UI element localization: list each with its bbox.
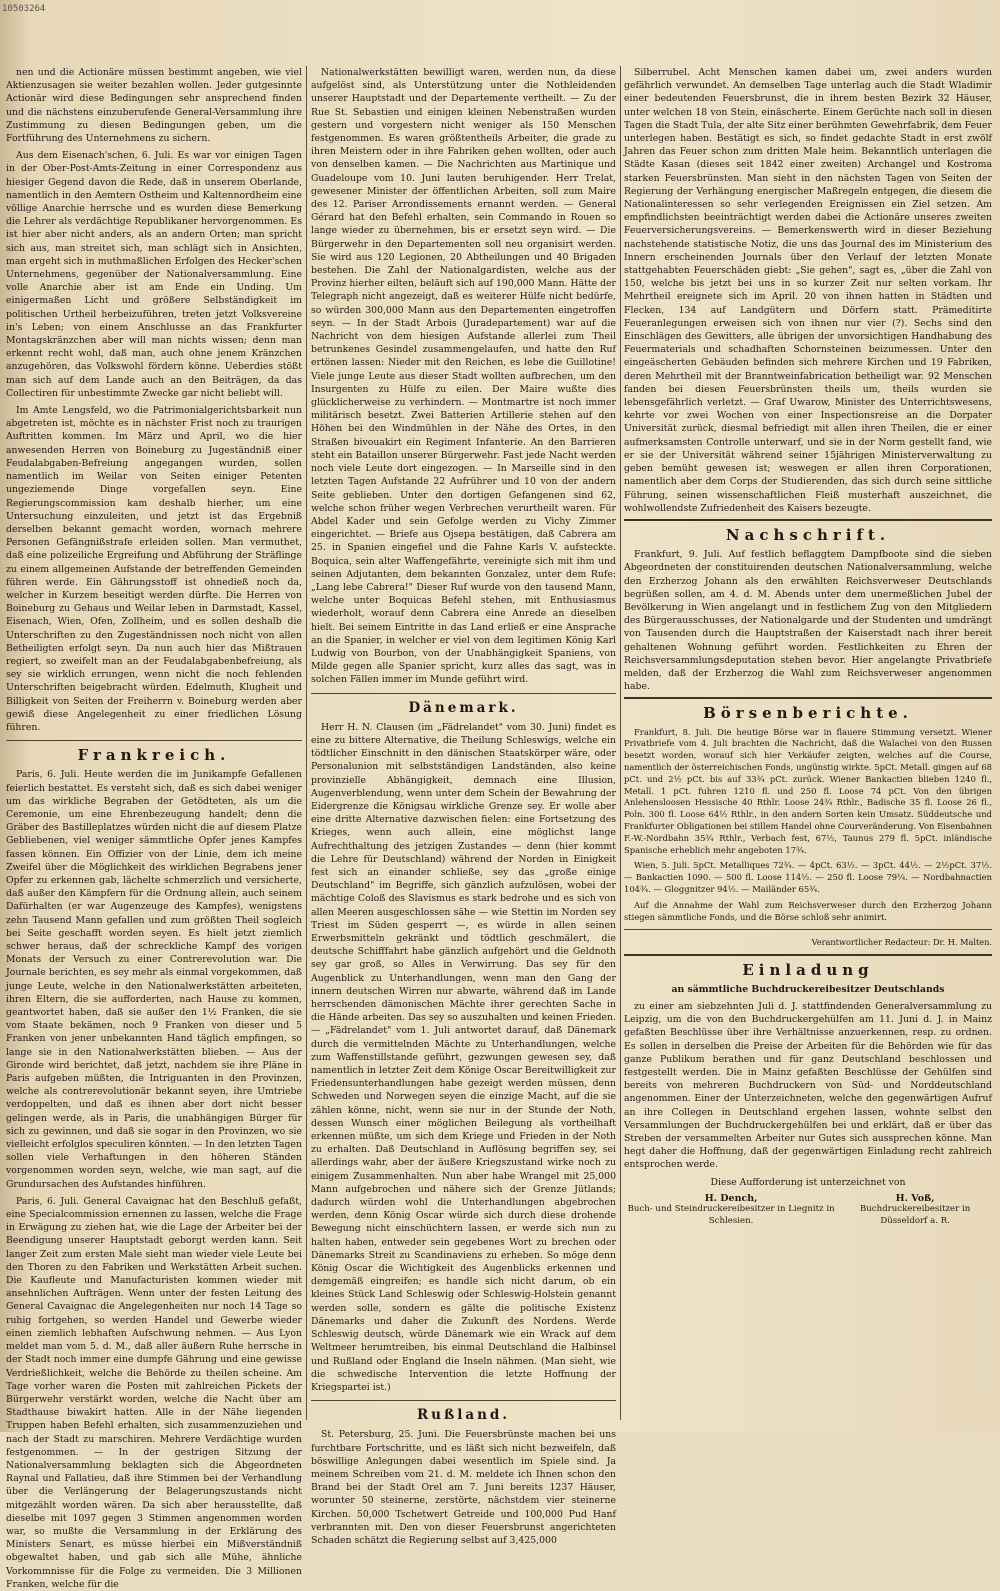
market-wien: Wien, 5. Juli. 5pCt. Metalliques 72¾. — 4pCt. 63½. — 3pCt. 44½. — 2½pCt. 37½. — Bankactien 1090. — 500 fl. Loose 114½. — 250 fl. Loose 79¼. — Nordbahnactien 104¾. — Gloggnitzer 94½. — Mailänder 65¾.: [624, 860, 992, 894]
signatures: [624, 1193, 992, 1228]
article-paris-2: Paris, 6. Juli. General Cavaignac hat den Beschluß gefaßt, eine Specialcommission ernennen zu lassen, welche die Frage in Erwägung zu ziehen hat, wie die Lage der Arbeiter bei der Beendigung unserer Hauptstadt geborgt werden kann. Seit langer Zeit zum ersten Male sieht man wieder viele Leute bei den Thoren zu den Fabriken und Werkstätten Arbeit suchen. Die Kaufleute und Manufacturisten kommen wieder mit ansehnlichen Aufträgen. Wenn unter der festen Leitung des General Cavaignac die Angelegenheiten nur noch 14 Tage so ruhig fortgehen, so werden Handel und Gewerbe wieder einen ziemlich lebhaften Aufschwung nehmen. — Aus Lyon meldet man vom 5. d. M., daß aller äußern Ruhe herrsche in der Stadt noch immer eine dumpfe Gährung und eine gewisse Verdrießlichkeit, welche die Behörde zu theilen scheine. Am Tage vorher waren die Posten mit zahlreichen Pickets der Bürgerwehr verstärkt worden, welche die Nacht über am Stadthause biwakirt hatten. Alle in der Nähe liegenden Truppen haben Befehl erhalten, sich zusammenzuziehen und nach der Stadt zu marschiren. Mehrere Verdächtige wurden festgenommen. — In der gestrigen Sitzung der Nationalversammlung beklagten sich die Abgeordneten Raynal und Fallatieu, daß ihre Stimmen bei der Verhandlung über die Verlängerung der Belagerungszustands nicht mitgezählt worden wären. Da sich aber herausstellte, daß dieselbe mit 1097 gegen 3 Stimmen angenommen worden war, so mußte die Versammlung in der Erklärung des Ministers Senart, es müsse hierbei ein Mißverständniß obgewaltet haben, und gab sich alle Mühe, ähnliche Vorkommnisse für die Folge zu vermeiden. Die 3 Millionen Franken, welche für die: [6, 1195, 302, 1590]
market-frankfurt: Frankfurt, 8. Juli. Die heutige Börse war in flauere Stimmung versetzt. Wiener Privatbriefe vom 4. Juli brachten die Nachricht, daß die Walachei von den Russen besetzt worden, worauf sich hier Verkäufer zeigten, welches auf die Course, namentlich der österreichischen Fonds, ungünstig wirkte. 5pCt. Metall. gingen auf 68 pCt. und 2½ pCt. bis auf 33¾ pCt. zurück. Wiener Bankactien blieben 1240 fl., Metall. 1 pCt. fuhren 1210 fl. und 250 fl. Loose 74 pCt. Von den übrigen Anlehensloosen Hessische 40 Rthlr. Loose 24¾ Rthlr., Badische 35 fl. Loose 26 fl., Poln. 300 fl. Loose 64½ Rthlr., in den andern Sorten kein Umsatz. Süddeutsche und Frankfurter Obligationen bei stillem Handel ohne Courveränderung. Von Eisenbahnen F.-W.-Nordbahn 35¾ Rthlr., Verbach fest, 67½, Taunus 279 fl. 5pCt. inländische Spanische erheblich mehr angeboten 17¾.: [624, 726, 992, 855]
column-rule: [620, 66, 621, 1420]
section-heading-daenemark: Dänemark.: [408, 699, 519, 716]
section-heading-nachschrift: Nachschrift.: [725, 525, 891, 544]
divider: [624, 697, 992, 699]
article-text: Silberrubel. Acht Menschen kamen dabei um, zwei anders wurden gefährlich verwundet. An demselben Tage unterlag auch die Stadt Wladimir einer bedeutenden Feuersbrunst, die in ihrem besten Bezirk 32 Häuser, unter welchen 18 von Stein, einäscherte. Einem Gerüchte nach soll in diesen Tagen die Stadt Tula, der alte Sitz einer berühmten Gewehrfabrik, dem Feuer unterlegen haben. Bestätigt es sich, so findet gedachte Stadt in erst zwölf Jahren das Feuer schon zum dritten Male heim. Bekanntlich unterlagen die Städte Kasan (dieses seit 1842 einer zweiten) Archangel und Kostroma starken Feuersbrünsten. Man sieht in den nächsten Tagen von Seiten der Regierung der Verhängung energischer Maßregeln entgegen, die diesem die Nationalinteressen so sehr verlegenden Ereignissen ein Ziel setzen. Am empfindlichsten beeinträchtigt werden dabei die Actionäre unseres zweiten Feuerversicherungsvereins. — Bemerkenswerth wird in dieser Beziehung nachstehende statistische Notiz, die uns das Journal des im Ministerium des Innern erscheinenden Journals über den Verlauf der letzten Monate stattgehabten Feuerschäden giebt: „Sie gehen", sagt es, „über die Zahl von 150, welche bis jetzt bei uns in so kurzer Zeit nur selten vorkam. Ihr Mehrtheil ereignete sich im April. 20 von ihnen hatten in Städten und Flecken, 134 auf Landgütern und Dörfern statt. Prämeditirte Feueranlegungen erweisen sich von ihnen nur vier (?). Sechs sind den Einschlägen des Gewitters, alle übrigen der unvorsichtigen Handhabung des Feuermaterials und schadhaften Schornsteinen beizumessen. Unter den eingeäscherten Gebäuden befinden sich mehrere Kirchen und 19 Fabriken, deren Mehrtheil mit der Branntweinfabrication betheiligt war. 92 Menschen fanden bei diesen Feuersbrünsten theils um, theils wurden sie lebensgefährlich verletzt. — Graf Uwarow, Minister des Unterrichtswesens, kehrte vor zwei Wochen von einer Inspectionsreise an die Dorpater Universität zurück, diesmal befriedigt mit allen ihren Theilen, die er einer aufmerksamsten Controlle unterwarf, und sie in der Norm gestellt fand, wie er sie der Universität während seiner 15jährigen Ministerverwaltung zu geben bemüht gewesen ist; weswegen er allen ihren Corporationen, namentlich aber dem Corps der Studierenden, das sich durch seine sittliche Führung, seinen wissenschaftlichen Fleiß musterhaft auszeichnet, die wohlwollendste Zufriedenheit des Kaisers bezeugte.: [624, 67, 992, 514]
signatory-role: Buch- und Steindruckereibesitzer in Liegnitz in Schlesien.: [627, 1204, 835, 1226]
editor-line: Verantwortlicher Redacteur: Dr. H. Malten.: [811, 937, 992, 948]
signature-dench: [624, 1193, 838, 1228]
column-rule: [306, 66, 307, 1420]
section-heading-russland: Rußland.: [416, 1407, 511, 1424]
article-text: nen und die Actionäre müssen bestimmt angeben, wie viel Aktienzusagen sie weiter bezahlen wollen. Jeder gutgesinnte Actionär wird diese Bedingungen sehr ansprechend finden und die nächstens einzuberufende General-Versammlung ihre Zustimmung zu diesen Bedingungen geben, um die Fortführung des Unternehmens zu sichern.: [6, 67, 302, 145]
signatory-role: Buchdruckereibesitzer in Düsseldorf a. R.: [859, 1204, 971, 1226]
section-heading-boersenberichte: Börsenberichte.: [703, 704, 913, 723]
divider: [311, 1400, 616, 1401]
divider: [6, 740, 302, 741]
section-heading-einladung: Einladung: [742, 960, 874, 979]
column-2: [311, 66, 616, 1546]
section-heading-frankreich: Frankreich.: [77, 746, 231, 765]
article-frankfurt: Frankfurt, 9. Juli. Auf festlich beflaggtem Dampfboote sind die sieben Abgeordneten der constituirenden deutschen Nationalversammlung, welche den Erzherzog Johann als den erwählten Reichsverweser Deutschlands begrüßen sollen, am 4. d. M. Abends unter dem unermeßlichen Jubel der Bevölkerung in Wien angelangt und in festlichem Zug von den Mitgliedern des Bürgerausschusses, der Nationalgarde und der Studenten und umdrängt von Tausenden durch die Hauptstraßen der Kaiserstadt nach ihrer bereit gehaltenen Wohnung geführt worden. Festlichkeiten zu Ehren der Reichsversammlungsdeputation stehen bevor. Hier angelangte Privatbriefe melden, daß der Erzherzog die Wahl zum Reichsverweser angenommen habe.: [624, 549, 992, 693]
signatory-name: H. Dench,: [704, 1192, 758, 1204]
invitation-subhead: an sämmtliche Buchdruckereibesitzer Deutschlands: [671, 983, 945, 995]
column-3: [624, 66, 992, 1422]
invitation-text: zu einer am siebzehnten Juli d. J. stattfindenden Generalversammlung zu Leipzig, um die von den Buchdruckergehülfen am 11. Juni d. J. in Mainz gefaßten Beschlüsse über ihre Verhältnisse anzuerkennen, resp. zu ordnen. Es sollen in derselben die Preise der Arbeiten für die Behörden wie für das ganze Publikum berathen und für ganz Deutschland beschlossen und festgestellt werden. Die in Mainz gefaßten Beschlüsse der Gehülfen sind bereits von mehreren Buchdruckern von Süd- und Norddeutschland angenommen. Einer der Unterzeichneten, welche den gegenwärtigen Aufruf an ihre Collegen in Deutschland ergehen lassen, wohnte selbst den Versammlungen der Buchdruckergehülfen bei und erklärt, daß er über das Streben der versammelten Arbeiter nur Gutes sich aussprechen könne. Man hegt daher die Hoffnung, daß der gegenwärtigen Einladung recht zahlreich entsprochen werde.: [624, 1000, 992, 1171]
article-text: Im Amte Lengsfeld, wo die Patrimonialgerichtsbarkeit nun abgetreten ist, möchte es in nächster Frist noch zu traurigen Auftritten kommen. Im März und April, wo die hier anwesenden Herren von Boineburg zu Jugeständniß einer Feudalabgaben-Befreiung angegangen wurden, sollen namentlich im Weilar von Seiten einiger Petenten ungeziemende Dinge vorgefallen seyn. Eine Regierungscommission kam deshalb hierher, um eine Untersuchung einzuleiten, und jetzt ist das Ergebniß derselben bekannt gemacht worden, wornach mehrere Personen Gefängnißstrafe erleiden sollen. Man vermuthet, daß eine polizeiliche Ergreifung und Abführung der Sträflinge zu einem allgemeinen Aufstande der betreffenden Gemeinden führen werde. Ein Gährungsstoff ist ohnedieß noch da, welcher in Kurzem beseitigt werden dürfte. Die Herren von Boineburg zu Gehaus und Weilar leben in Darmstadt, Kassel, Eisenach, Wien, Ofen, Zollheim, und es sollen deshalb die Unterschriften zu den Zugeständnissen noch nicht von allen Betheiligten erfolgt seyn. Da nun auch hier das Mißtrauen regiert, so zweifelt man an der Feudalabgabenbefreiung, als sey sie wirklich errungen, wenn nicht die noch fehlenden Unterschriften beigebracht würden. Edelmuth, Klugheit und Billigkeit von Seiten der Freiherrn v. Boineburg werden aber gewiß diese Angelegenheit zu einer friedlichen Lösung führen.: [6, 405, 302, 733]
divider: [624, 929, 992, 930]
article-text: Nationalwerkstätten bewilligt waren, werden nun, da diese aufgelöst sind, als Unterstützung unter die Nothleidenden unserer Hauptstadt und der Departemente vertheilt. — Zu der Rue St. Sebastien und einigen kleinen Nebenstraßen wurden gestern und vorgestern nicht weniger als 150 Menschen festgenommen. Es waren größtentheils Arbeiter, die grade zu ihren Meistern oder in ihre Fabriken gehen wollten, oder auch von denselben kamen. — Die Nachrichten aus Martinique und Guadeloupe vom 10. Juni lauten beruhigender. Herr Trelat, gewesener Minister der öffentlichen Arbeiten, soll zum Maire des 12. Pariser Arrondissements ernannt werden. — General Gérard hat den Befehl erhalten, sein Commando in Rouen so lange wieder zu übernehmen, bis er ersetzt seyn wird. — Die Bürgerwehr in den Departementen soll neu organisirt werden. Sie wird aus 120 Legionen, 20 Abtheilungen und 40 Brigaden bestehen. Die Zahl der Nationalgardisten, welche aus der Provinz hierher eilten, beläuft sich auf 190,000 Mann. Hätte der Telegraph nicht angezeigt, daß es weiterer Hülfe nicht bedürfe, so würden 300,000 Mann aus den Departementen eingetroffen seyn. — In der Stadt Arbois (Juradepartement) war auf die Nachricht von dem hiesigen Aufstande allerlei zum Theil betrunkenes Gesindel zusammengelaufen, und hatte den Ruf ertönen lassen: Nieder mit den Reichen, es lebe die Guillotine! Viele junge Leute aus dieser Stadt wollten aufbrechen, um den Insurgenten zu Hülfe zu eilen. Der Maire wußte dies glücklicherweise zu verhindern. — Montmartre ist noch immer militärisch besetzt. Zwei Batterien Artillerie stehen auf den Höhen bei den Windmühlen in der Nähe des Ortes, in den Straßen bivouakirt ein Regiment Infanterie. An den Barrieren steht ein Bataillon unserer Bürgerwehr. Fast jede Nacht werden noch viele Leute dort eingezogen. — In Marseille sind in den letzten Tagen Aufstande 22 Aufrührer und 10 von der andern Seite geblieben. Unter den dortigen Gefangenen sind 62, welche schon früher wegen Verbrechen verurtheilt waren. Für Abdel Kader und sein Gefolge werden zu Vichy Zimmer eingerichtet. — Briefe aus Ojsepa bestätigen, daß Cabrera am 25. in Spanien eingefiel und die Fahne Karls V. aufsteckte. Boquica, sein alter Waffengefährte, vereinigte sich mit ihm und seinen Adjutanten, dem bekannten Gonzalez, unter dem Rufe: „Lang lebe Cabrera!" Dieser Ruf wurde von den tausend Mann, welche unter Boquicas Befehl stehen, mit Enthusiasmus wiederholt, worauf denn Cabrera eine Anrede an dieselben hielt. Bei seinem Eintritte in das Land erließ er eine Ansprache an die Spanier, in welcher er viel von dem legitimen König Karl Ludwig von Bourbon, von der Unabhängigkeit Spaniens, von Milde gegen alle Spanier spricht, kurz alles das sagt, was in solchen Fällen immer im Munde geführt wird.: [311, 67, 616, 686]
signature-voss: [838, 1193, 992, 1228]
signatory-name: H. Voß,: [895, 1192, 935, 1204]
divider: [624, 519, 992, 521]
invitation-signed: Diese Aufforderung ist unterzeichnet von: [710, 1176, 906, 1188]
divider: [624, 954, 992, 956]
column-1: [6, 66, 302, 1590]
divider: [311, 693, 616, 694]
article-petersburg: St. Petersburg, 25. Juni. Die Feuersbrünste machen bei uns furchtbare Fortschritte, und es läßt sich nicht bezweifeln, daß böswillige Anlegungen dabei wesentlich im Spiele sind. Ja meinem Schreiben vom 21. d. M. meldete ich Ihnen schon den Brand bei der Stadt Orel am 7. Juni bereits 1237 Häuser, worunter 50 steinerne, zerstörte, nächstdem vier steinerne Kirchen. 50,000 Tschetwert Getreide und 100,000 Pud Hanf verbrannten mit. Den von dieser Feuersbrunst angerichteten Schaden schätzt die Regierung selbst auf 3,425,000: [311, 1429, 616, 1546]
page-id: 10503264: [2, 4, 46, 14]
article-eisenach: Aus dem Eisenach'schen, 6. Juli. Es war vor einigen Tagen in der Ober-Post-Amts-Zeitung in einer Correspondenz aus hiesiger Gegend davon die Rede, daß in unserem Oberlande, namentlich in den Aemtern Ostheim und Kaltennordheim eine völlige Anarchie herrsche und es wurden diese Bemerkung die Lehrer als verdächtige Republikaner hervorgenommen. Es ist hier aber nicht anders, als an andern Orten; man spricht sich aus, man streitet sich, man schlägt sich in Ansichten, man ergeht sich in muthmaßlichen Erfolgen des Hecker'schen Unternehmens, gegenüber der Nationalversammlung. Eine volle Anarchie aber ist am Ende ein Unding. Um einigermaßen Licht und größere Selbständigkeit im politischen Urtheil herbeizuführen, treten jetzt Volksvereine in's Leben; von einem Anschlusse an das Frankfurter Montagskränzchen aber will man nichts wissen; denn man erkennt recht wohl, daß man, auch ohne jenem Kränzchen anzugehören, das Volkswohl fördern könne. Ueberdies stößt man sich auf dem Lande auch an den Beiträgen, da das Collectiren für unbestimmte Zwecke gar nicht beliebt will.: [6, 150, 302, 399]
article-daenemark: Herr H. N. Clausen (im „Fädrelandet" vom 30. Juni) findet es eine zu bittere Alternative, die Theilung Schleswigs, welche ein tödtlicher Einschnitt in den dänischen Staatskörper wäre, oder Personalunion mit selbstständigen Landständen, also keine provinzielle Abhängigkeit, demnach eine Illusion, Augenverblendung, wenn unter dem Schein der Bewahrung der Eidergrenze die Königsau wirkliche Grenze sey. Er wolle aber eine dritte Alternative dazwischen fielen: eine Fortsetzung des Krieges, wenn auch allein, eine möglichst lange Aufrechthaltung des jetzigen Zustandes — denn (hier kommt die Lehre für Deutschland) während der Norden in Einigkeit fest sich an einander schließe, sey das „große einige Deutschland" im Begriffe, sich gänzlich aufzulösen, wobei der mächtige Coloß des Slavismus es stark bedrohe und es sich von allen Meeren ausgeschlossen sähe — wie Stettin im Norden sey Triest im Süden gesperrt —, es würde in allen seinen Erwerbsmitteln gekränkt und tödtlich geschmälert, die deutsche Schifffahrt habe gänzlich aufgehört und die Geldnoth sey gar groß, so Alles in Verwirrung. Das sey für den Augenblick zu Unterhandlungen, wenn man den Gang der innern deutschen Wirren nur abwarte, während daß im Lande herrschenden dämonischen Mächte ihrer gerechten Sache in die Hände arbeiten. Das sey so auszuhalten und keinen Frieden. — „Fädrelandet" vom 1. Juli antwortet darauf, daß Dänemark durch die vermittelnden Mächte zu Unterhandlungen, welche zum Waffenstillstande geführt, gezwungen gewesen sey, daß namentlich in letzter Zeit dem Könige Oscar Bereitwilligkeit zur Friedensunterhandlungen habe gezeigt werden müssen, denn Schweden und Norwegen seyen die einzige Macht, auf die sie zählen könne, nicht, wenn sie nur in der Stunde der Noth, dessen Wunsch einer möglichen Beilegung als vortheilhaft erkennen müßte, um sich dem Kriege und Frieden in der Noth zu erhalten. Daß Deutschland in Auflösung begriffen sey, sei allerdings wahr, aber der äußere Kriegszustand wirke noch zu einigem Zusammenhalten. Nun aber habe Wrangel mit 25,000 Mann aufgebrochen und nähere sich der Grenze Jütlands; dadurch würden wohl die Unterhandlungen abgebrochen werden, denn König Oscar würde sich durch diese drohende Bewegung nicht einschüchtern lassen, er werde sich nun zu halten haben, entweder sein gegebenes Wort zu brechen oder Dänemarks Streit zu Scandinaviens zu erheben. So möge denn König Oscar die Wichtigkeit des Augenblicks erkennen und demgemäß eingreifen; es handle sich nicht darum, ob ein kleines Stück Land Schleswig oder Schleswig-Holstein genannt werden solle, sondern es gälte die politische Existenz Dänemarks und daher die Zukunft des Nordens. Werde Schleswig deutsch, würde Dänemark wie ein Wrack auf dem Weltmeer herumtreiben, bis einmal Deutschland die Halbinsel und Rußland oder England die Inseln nähmen. (Man sieht, wie die schwedische Intervention die letzte Hoffnung der Kriegspartei ist.): [311, 721, 616, 1393]
article-paris-1: Paris, 6. Juli. Heute werden die im Junikampfe Gefallenen feierlich bestattet. Es versteht sich, daß es sich dabei weniger um das wirkliche Begraben der Getödteten, als um die Ceremonie, um eine Ehrenbezeugung handelt; denn die Gräber des Bastilleplatzes würden nicht die auf diesem Platze Gebliebenen, viel weniger sämmtliche Opfer jenes Kampfes fassen können. Ein Offizier von der Linie, dem ich meine Zweifel über die Möglichkeit des wirklichen Begrabens jener Opfer zu erkennen gab, lächelte schmerzlich und versicherte, daß außer den Kämpfern für die Ordnung allein, auch seinem Dafürhalten (er war Augenzeuge des Kampfes), wenigstens zehn Tausend Mann gefallen und zum größten Theil sogleich bei Seite geschafft worden seyen. Es hielt jetzt ziemlich schwer heraus, daß der schreckliche Kampf des vorigen Monats der Versuch zu einer Contrerevolution war. Die Journale berichten, es sey mehr als einmal vorgekommen, daß junge Leute, welche in den Nationalwerkstätten arbeiteten, ihren Eltern, die sie aufforderten, nach Hause zu kommen, geantwortet haben, daß sie außer den 1½ Franken, die sie vom Staate bekämen, noch 9 Franken von dieser und 5 Franken von jener unbekannten Hand täglich empfingen, so lange sie in den Nationalwerkstätten blieben. — Aus der Gironde wird berichtet, daß jetzt, nachdem sie ihre Pläne in Paris aufgeben müßten, die Intriguanten in den Provinzen, welche als contrerevolutionär bekannt seyen, ihre Umtriebe verdoppelten, und daß es ihnen aber dort nicht besser gelingen werde, als in Paris, die unabhängigen Bürger für sich zu gewinnen, und daß sie sogar in den Provinzen, wo sie vielleicht erfolglos speculiren könnten. — In den letzten Tagen sollen viele Verhaftungen in den höheren Ständen vorgenommen worden seyn, welche, wie man sagt, auf die Grundursachen des Aufstandes hinführen.: [6, 769, 302, 1190]
market-note: Auf die Annahme der Wahl zum Reichsverweser durch den Erzherzog Johann stiegen sämmtliche Fonds, und die Börse schloß sehr animirt.: [624, 899, 992, 922]
